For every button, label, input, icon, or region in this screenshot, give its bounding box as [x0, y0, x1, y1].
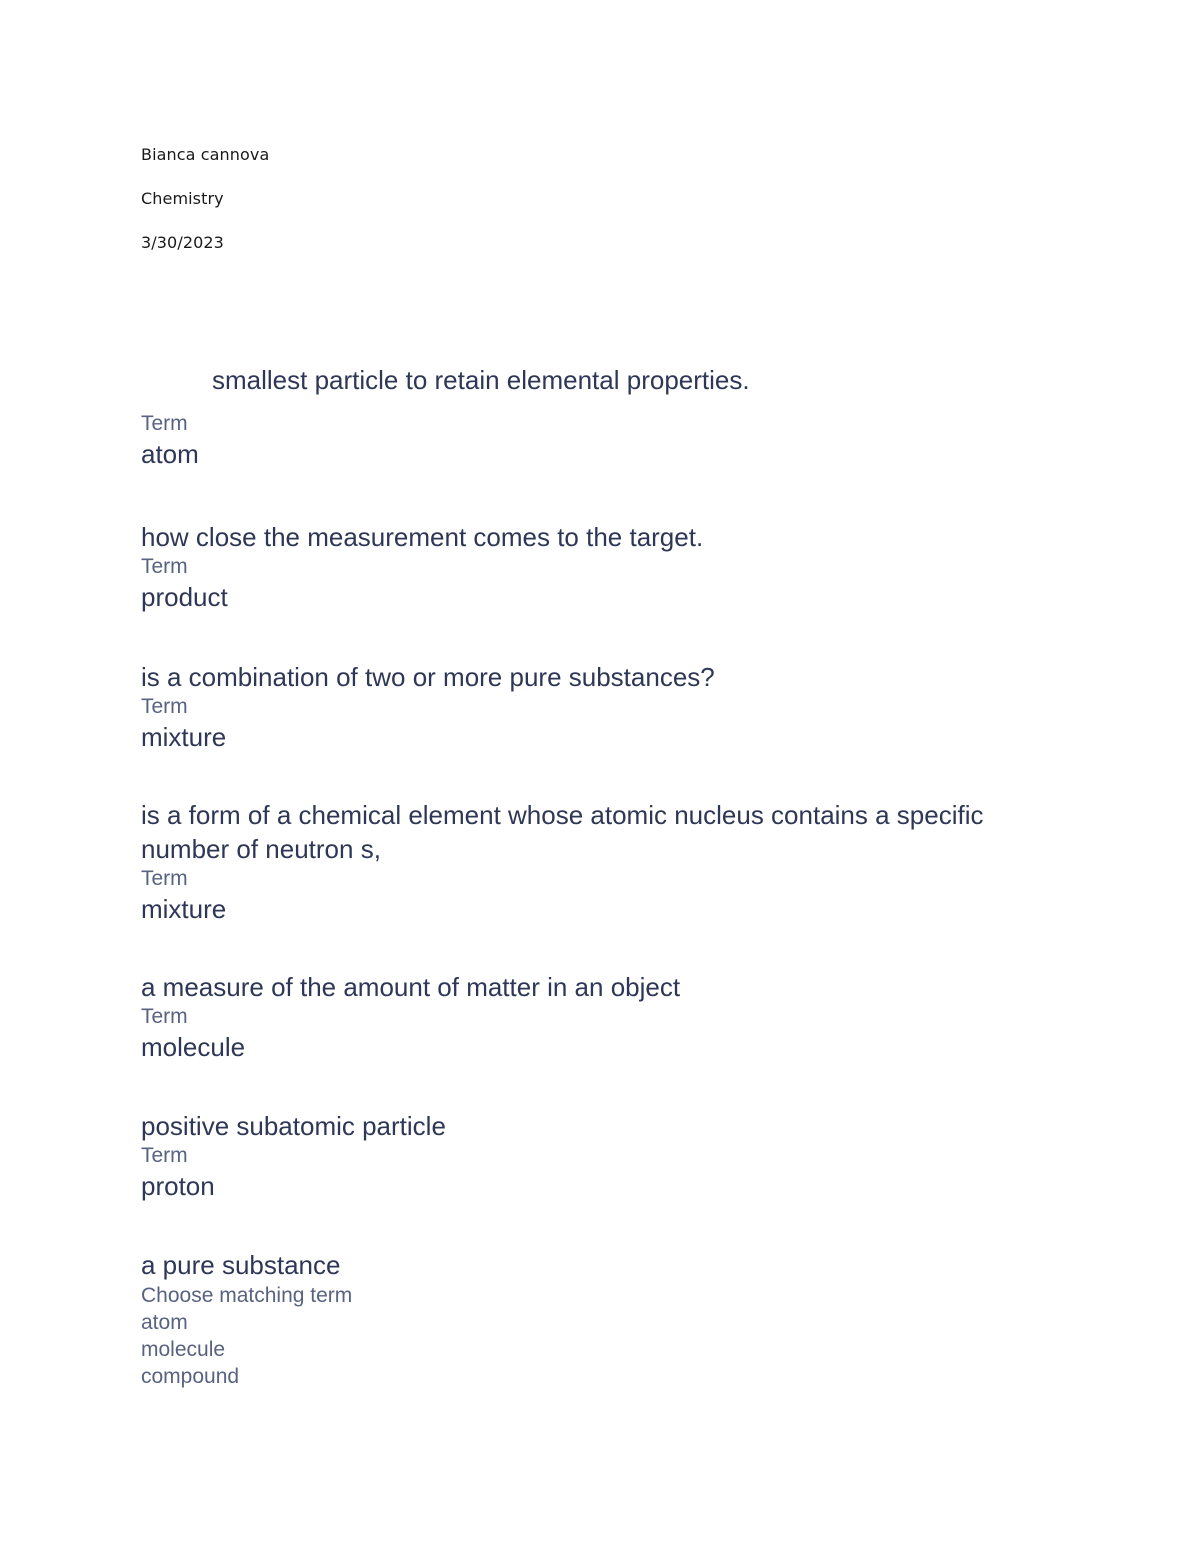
question-text: positive subatomic particle — [141, 1111, 446, 1141]
question-item-6 — [141, 1109, 1041, 1203]
date: 3/30/2023 — [141, 233, 224, 252]
term-label: Term — [141, 1144, 188, 1167]
question-text: a measure of the amount of matter in an object — [141, 972, 681, 1002]
question-text: how close the measurement comes to the target. — [141, 522, 704, 552]
question-item-2 — [141, 520, 1041, 614]
option-atom: atom — [141, 1311, 188, 1334]
subject: Chemistry — [141, 189, 224, 208]
question-item-1 — [141, 363, 1041, 471]
question-item-3 — [141, 660, 1041, 754]
question-item-4 — [141, 798, 1011, 926]
student-name: Bianca cannova — [141, 145, 270, 164]
answer-text: proton — [141, 1171, 215, 1201]
option-molecule: molecule — [141, 1338, 226, 1361]
choose-matching-label: Choose matching term — [141, 1284, 353, 1307]
term-label: Term — [141, 867, 188, 890]
question-item-7 — [141, 1248, 1041, 1390]
question-text: is a combination of two or more pure substances? — [141, 662, 715, 692]
question-item-5 — [141, 970, 1041, 1064]
term-label: Term — [141, 412, 188, 435]
question-text: smallest particle to retain elemental properties. — [212, 365, 750, 395]
question-text: a pure substance — [141, 1250, 341, 1280]
option-compound: compound — [141, 1365, 240, 1388]
answer-text: product — [141, 582, 228, 612]
answer-text: mixture — [141, 722, 227, 752]
answer-text: molecule — [141, 1032, 246, 1062]
answer-text: mixture — [141, 894, 227, 924]
term-label: Term — [141, 695, 188, 718]
answer-text: atom — [141, 439, 199, 469]
term-label: Term — [141, 1005, 188, 1028]
question-text: is a form of a chemical element whose atomic nucleus contains a specific number of neutron s, — [141, 800, 984, 864]
term-label: Term — [141, 555, 188, 578]
